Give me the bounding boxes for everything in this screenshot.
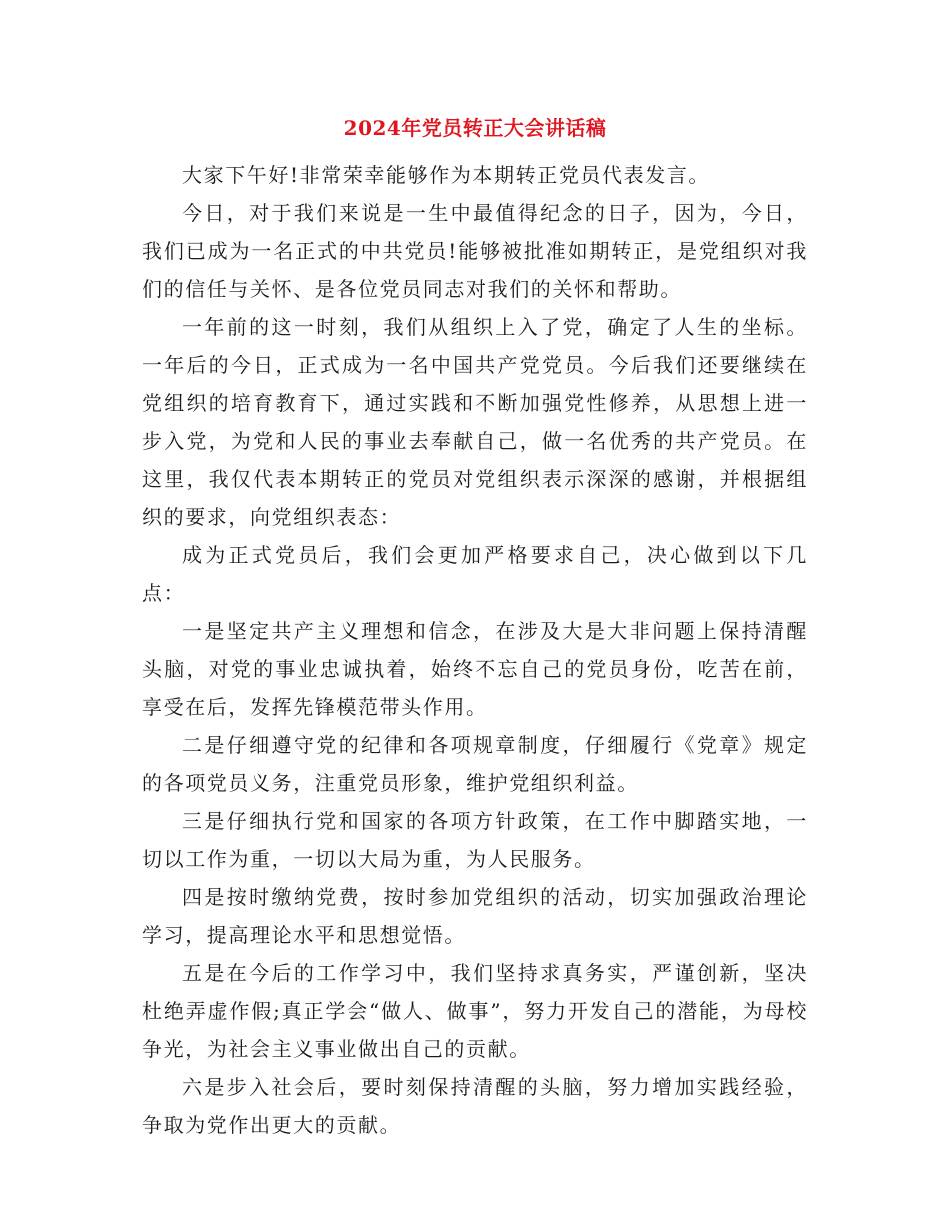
paragraph-today: 今日，对于我们来说是一生中最值得纪念的日子，因为，今日，我们已成为一名正式的中共党员!能够被批准如期转正，是党组织对我们的信任与关怀、是各位党员同志对我们的关怀和帮助。 (142, 201, 808, 301)
paragraph-point-5: 五是在今后的工作学习中，我们坚持求真务实，严谨创新，坚决杜绝弄虚作假;真正学会“做人、做事”，努力开发自己的潜能，为母校争光，为社会主义事业做出自己的贡献。 (142, 961, 808, 1061)
document-title: 2024年党员转正大会讲话稿 (343, 116, 607, 140)
paragraph-point-6: 六是步入社会后，要时刻保持清醒的头脑，努力增加实践经验，争取为党作出更大的贡献。 (142, 1075, 808, 1137)
paragraph-point-4: 四是按时缴纳党费，按时参加党组织的活动，切实加强政治理论学习，提高理论水平和思想觉悟。 (142, 885, 808, 947)
document-body (142, 156, 808, 1144)
paragraph-point-3: 三是仔细执行党和国家的各项方针政策，在工作中脚踏实地，一切以工作为重，一切以大局为重，为人民服务。 (142, 809, 808, 871)
paragraph-one-year: 一年前的这一时刻，我们从组织上入了党，确定了人生的坐标。一年后的今日，正式成为一名中国共产党党员。今后我们还要继续在党组织的培育教育下，通过实践和不断加强党性修养，从思想上进一步入党，为党和人民的事业去奉献自己，做一名优秀的共产党员。在这里，我仅代表本期转正的党员对党组织表示深深的感谢，并根据组织的要求，向党组织表态： (142, 315, 808, 529)
paragraph-point-2: 二是仔细遵守党的纪律和各项规章制度，仔细履行《党章》规定的各项党员义务，注重党员形象，维护党组织利益。 (142, 733, 808, 795)
paragraph-pledge-intro: 成为正式党员后，我们会更加严格要求自己，决心做到以下几点： (142, 543, 808, 605)
paragraph-point-1: 一是坚定共产主义理想和信念，在涉及大是大非问题上保持清醒头脑，对党的事业忠诚执着，始终不忘自己的党员身份，吃苦在前，享受在后，发挥先锋模范带头作用。 (142, 619, 808, 719)
paragraph-greeting: 大家下午好!非常荣幸能够作为本期转正党员代表发言。 (182, 163, 711, 187)
